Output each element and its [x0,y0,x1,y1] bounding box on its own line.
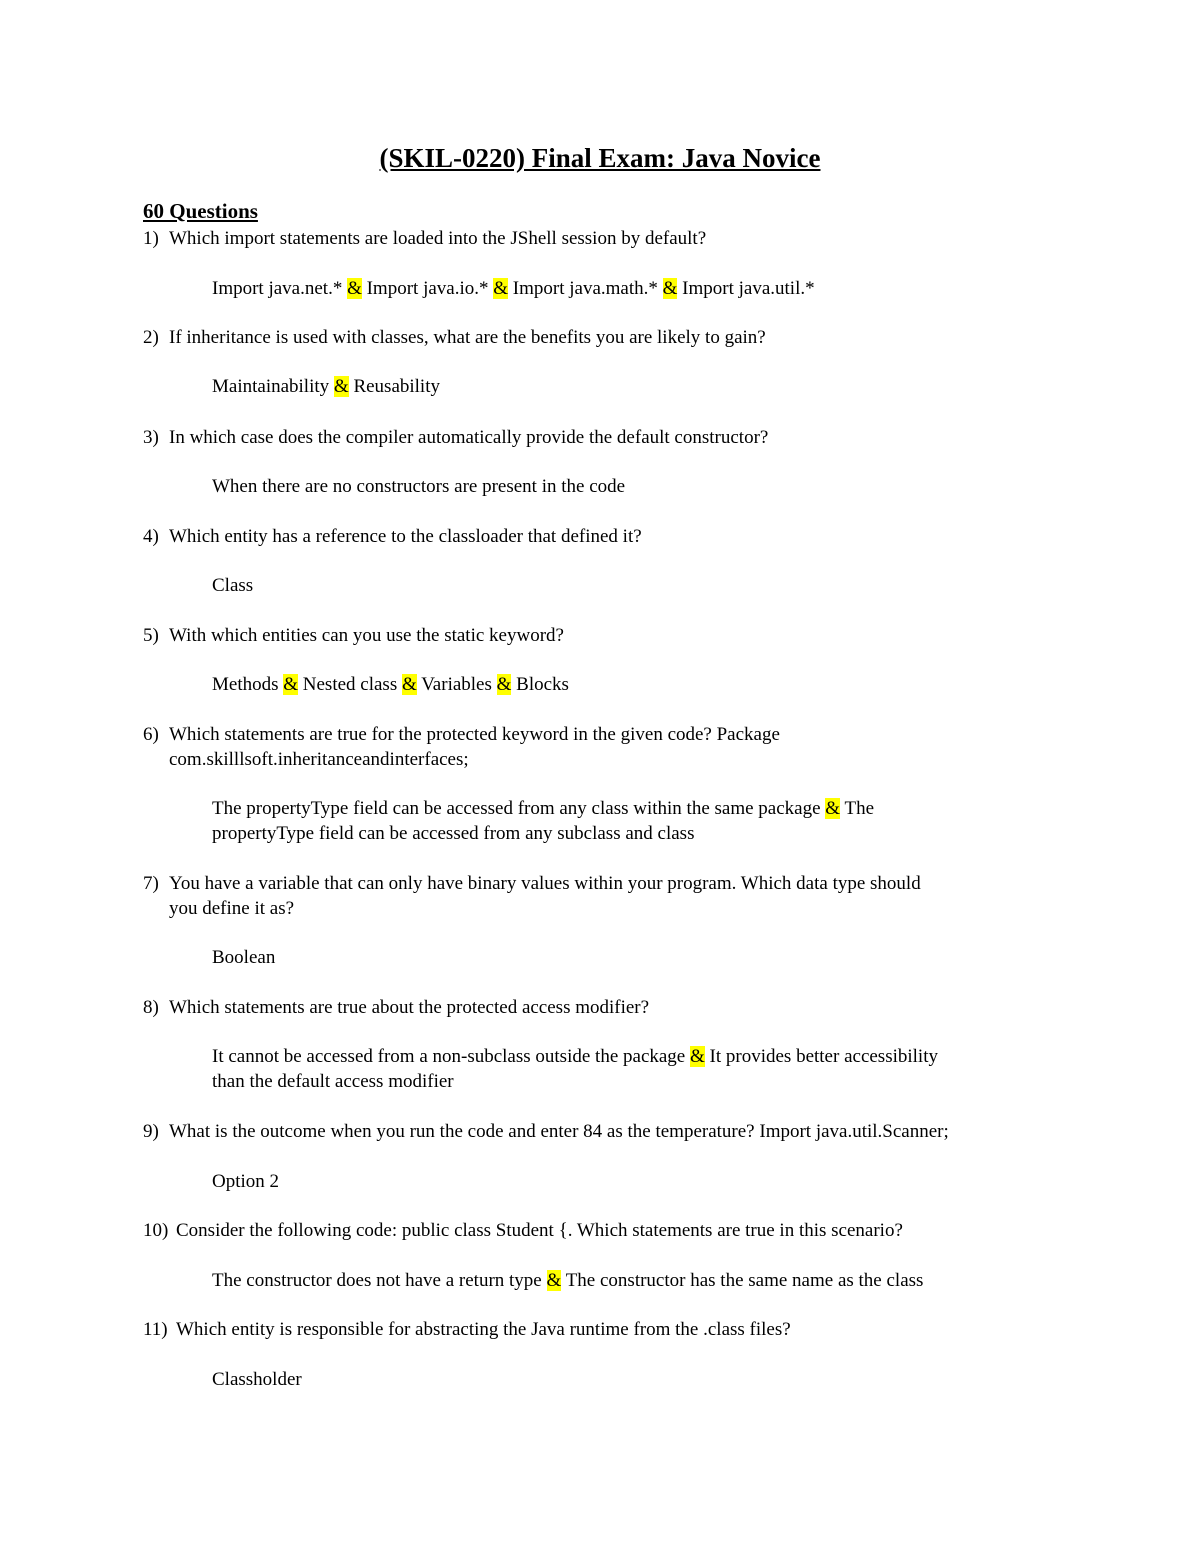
question-text: What is the outcome when you run the code and enter 84 as the temperature? Import java.util.Scanner; [169,1121,949,1142]
answer-line [212,821,874,846]
question-2 [143,325,766,350]
answer-line [212,374,440,399]
answer-option: Variables [421,674,492,695]
answer-option: It provides better accessibility [709,1046,938,1067]
answer-separator-highlight: & [690,1046,705,1067]
answer-7 [212,945,275,970]
answer-option: Import java.math.* [512,278,658,299]
question-4 [143,524,642,549]
answer-option: Class [212,575,254,596]
answer-option: Classholder [212,1369,302,1390]
question-text: Which import statements are loaded into the JShell session by default? [169,228,707,249]
answer-8 [212,1044,938,1094]
answer-option: Import java.util.* [682,278,815,299]
answer-line [212,276,815,301]
answer-line [212,1268,923,1293]
answer-line [212,474,625,499]
answer-separator-highlight: & [496,674,512,695]
answer-option: Option 2 [212,1171,280,1192]
answer-separator-highlight: & [283,674,299,695]
answer-separator-highlight: & [546,1270,562,1291]
question-text: You have a variable that can only have binary values within your program. Which data type should [169,873,921,894]
answer-line [212,945,275,970]
question-8 [143,995,649,1020]
answer-line [212,796,874,821]
answer-line [212,573,253,598]
question-7 [143,871,921,921]
answer-separator-highlight: & [825,798,841,819]
answer-line [212,1069,938,1094]
answer-option: The constructor does not have a return type [212,1270,542,1291]
answer-option: Maintainability [212,376,330,397]
question-number: 10) [143,1220,169,1241]
question-text: Which entity is responsible for abstracting the Java runtime from the .class files? [176,1319,791,1340]
question-number: 2) [143,327,159,348]
answer-option: Import java.net.* [212,278,343,299]
answer-option: Import java.io.* [366,278,489,299]
question-text: Which statements are true about the protected access modifier? [169,997,650,1018]
answer-option: than the default access modifier [212,1071,454,1092]
question-text: Which entity has a reference to the classloader that defined it? [169,526,642,547]
question-text: If inheritance is used with classes, what are the benefits you are likely to gain? [169,327,766,348]
answer-option: Methods [212,674,279,695]
question-text: com.skilllsoft.inheritanceandinterfaces; [169,749,469,770]
answer-separator-highlight: & [493,278,509,299]
answer-11 [212,1367,302,1392]
answer-option: The [844,798,875,819]
question-text: Consider the following code: public class Student {. Which statements are true in this scenario? [176,1220,903,1241]
answer-option: The constructor has the same name as the class [565,1270,924,1291]
answer-option: The propertyType field can be accessed from any class within the same package [212,798,821,819]
answer-1 [212,276,815,301]
answer-10 [212,1268,923,1293]
answer-separator-highlight: & [401,674,417,695]
question-3 [143,425,768,450]
question-10 [143,1218,903,1243]
question-number: 11) [143,1319,168,1340]
answer-2 [212,374,440,399]
question-1 [143,226,706,251]
exam-title: (SKIL-0220) Final Exam: Java Novice [379,143,821,173]
question-number: 9) [143,1121,159,1142]
question-number: 8) [143,997,159,1018]
answer-option: When there are no constructors are present in the code [212,476,626,497]
answer-option: It cannot be accessed from a non-subclass outside the package [212,1046,686,1067]
answer-line [212,1367,302,1392]
question-9 [143,1119,949,1144]
answer-separator-highlight: & [347,278,362,299]
question-text: With which entities can you use the static keyword? [169,625,564,646]
question-text: Which statements are true for the protected keyword in the given code? Package [169,724,780,745]
question-number: 6) [143,724,159,745]
answer-option: Reusability [353,376,440,397]
answer-option: Nested class [302,674,398,695]
question-number: 1) [143,228,159,249]
answer-6 [212,796,874,846]
question-count-heading: 60 Questions [143,199,258,223]
answer-line [212,1044,938,1069]
answer-3 [212,474,625,499]
answer-separator-highlight: & [333,376,349,397]
question-11 [143,1317,791,1342]
answer-4 [212,573,253,598]
answer-line [212,672,569,697]
answer-9 [212,1169,279,1194]
answer-5 [212,672,569,697]
answer-line [212,1169,279,1194]
question-text: you define it as? [169,898,295,919]
answer-option: Blocks [516,674,569,695]
question-6 [143,722,780,772]
question-number: 5) [143,625,159,646]
question-number: 3) [143,427,159,448]
answer-separator-highlight: & [662,278,678,299]
answer-option: Boolean [212,947,276,968]
question-number: 7) [143,873,159,894]
answer-option: propertyType field can be accessed from any subclass and class [212,823,695,844]
question-text: In which case does the compiler automatically provide the default constructor? [169,427,769,448]
question-5 [143,623,564,648]
question-number: 4) [143,526,159,547]
